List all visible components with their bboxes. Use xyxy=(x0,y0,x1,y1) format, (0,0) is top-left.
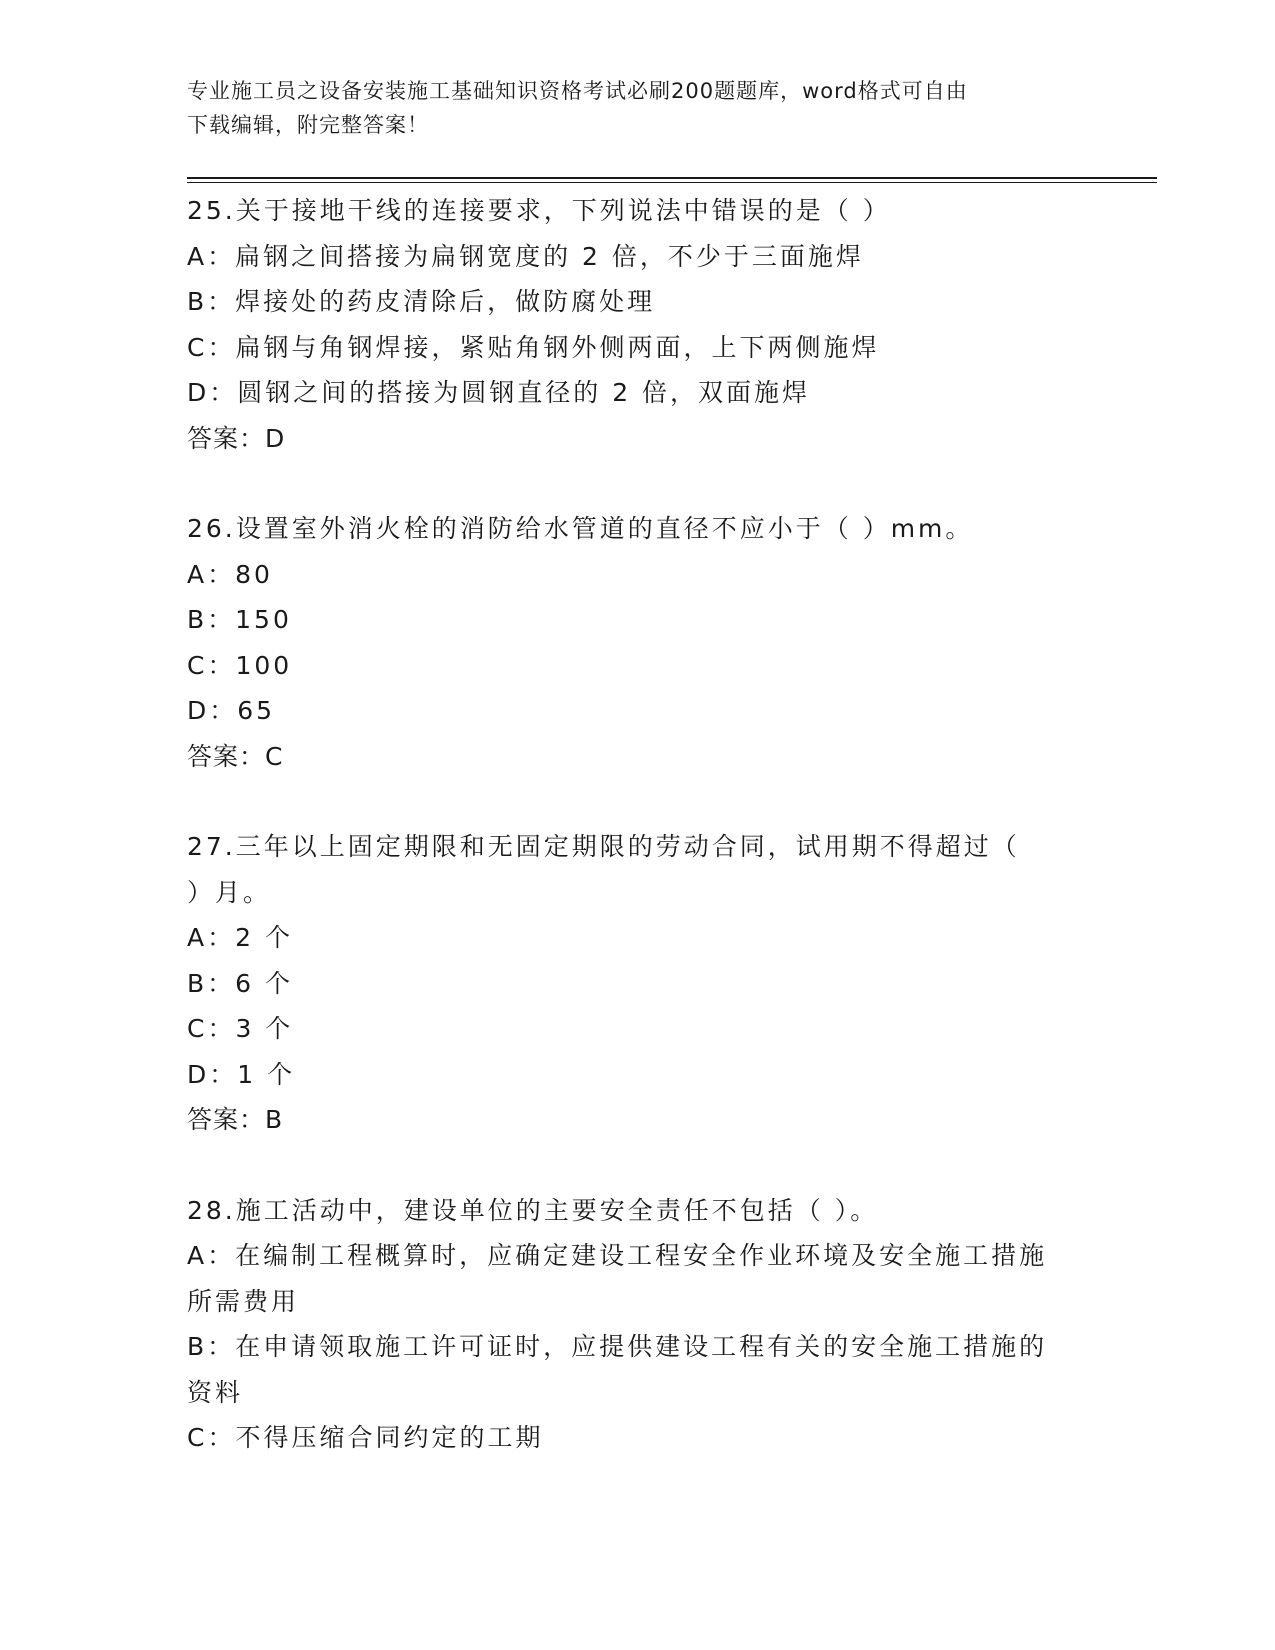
option-c: C：不得压缩合同约定的工期 xyxy=(187,1423,544,1452)
question-28 xyxy=(187,1188,1087,1461)
option-b: B：在申请领取施工许可证时，应提供建设工程有关的安全施工措施的 xyxy=(187,1332,1048,1361)
option-c: C：3 个 xyxy=(187,1014,294,1043)
answer: 答案：B xyxy=(187,1105,284,1134)
question-stem: 26.设置室外消火栓的消防给水管道的直径不应小于（ ）mm。 xyxy=(187,514,974,543)
header-line-2: 下载编辑，附完整答案！ xyxy=(187,113,429,137)
header-line-1: 专业施工员之设备安装施工基础知识资格考试必刷200题题库，word格式可自由 xyxy=(187,79,968,103)
question-25 xyxy=(187,188,1087,461)
option-b: B：焊接处的药皮清除后，做防腐处理 xyxy=(187,287,656,316)
page-header xyxy=(187,74,1067,142)
option-a: A：在编制工程概算时，应确定建设工程安全作业环境及安全施工措施 xyxy=(187,1241,1048,1270)
question-stem-continued: ）月。 xyxy=(187,877,272,907)
question-stem: 25.关于接地干线的连接要求，下列说法中错误的是（ ） xyxy=(187,196,891,225)
option-a: A：2 个 xyxy=(187,923,293,952)
question-stem: 27.三年以上固定期限和无固定期限的劳动合同，试用期不得超过（ xyxy=(187,832,1020,861)
option-b: B：150 xyxy=(187,605,292,634)
option-c: C：100 xyxy=(187,650,293,680)
option-a: A：扁钢之间搭接为扁钢宽度的 2 倍，不少于三面施焊 xyxy=(187,241,864,271)
option-d: D：65 xyxy=(187,696,276,725)
option-a-continued: 所需费用 xyxy=(187,1286,300,1316)
option-b-continued: 资料 xyxy=(187,1377,244,1407)
option-c: C：扁钢与角钢焊接，紧贴角钢外侧两面，上下两侧施焊 xyxy=(187,332,880,362)
option-b: B：6 个 xyxy=(187,968,294,998)
option-d: D：圆钢之间的搭接为圆钢直径的 2 倍，双面施焊 xyxy=(187,378,811,407)
answer: 答案：C xyxy=(187,741,284,771)
header-divider-thin xyxy=(187,182,1157,183)
option-d: D：1 个 xyxy=(187,1059,296,1089)
option-a: A：80 xyxy=(187,559,273,589)
question-26 xyxy=(187,506,1087,779)
answer: 答案：D xyxy=(187,423,286,453)
question-stem: 28.施工活动中，建设单位的主要安全责任不包括（ ）。 xyxy=(187,1195,879,1225)
question-list xyxy=(187,188,1087,1461)
header-divider-thick xyxy=(187,177,1157,179)
question-27 xyxy=(187,824,1087,1143)
